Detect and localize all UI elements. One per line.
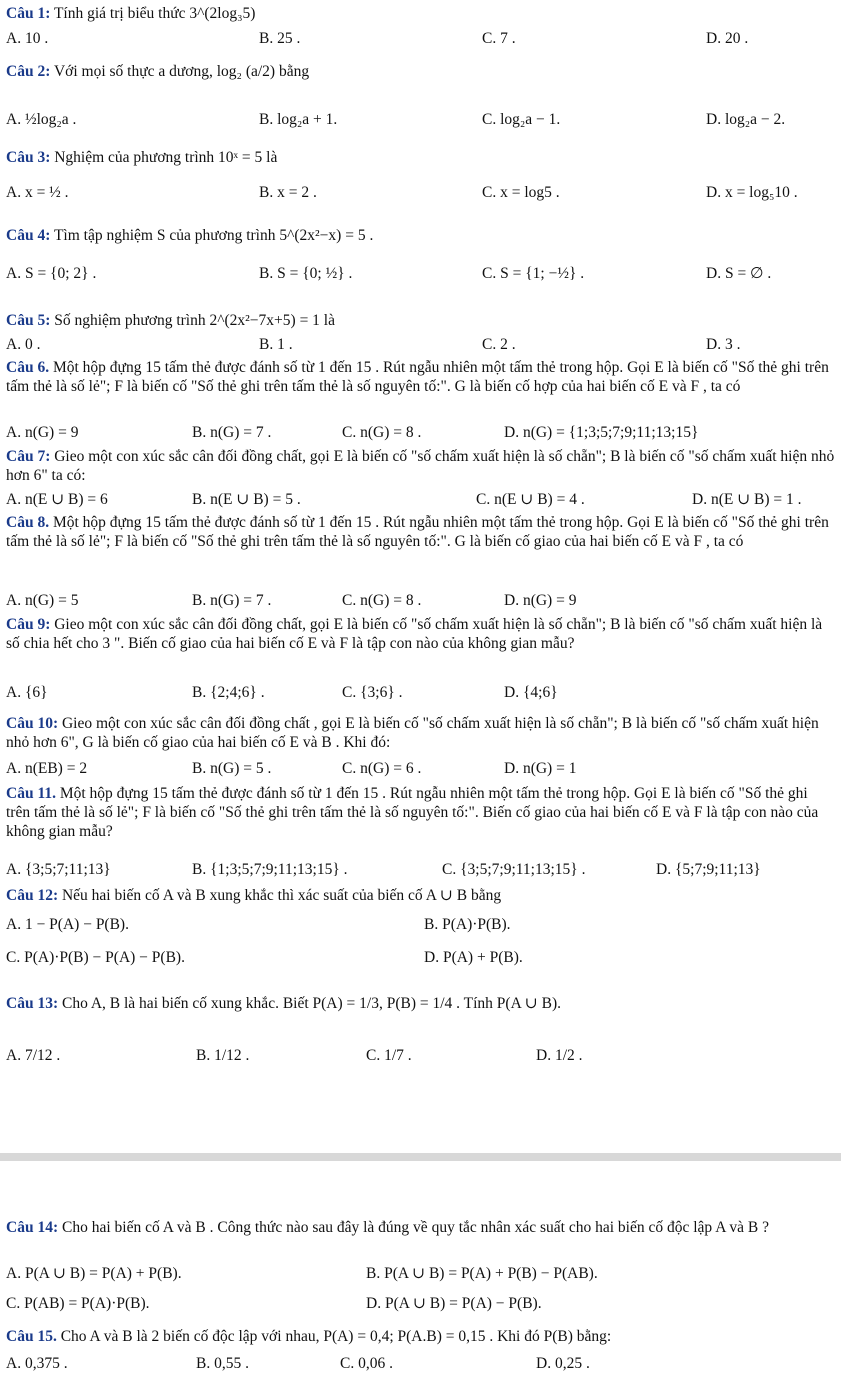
- option-d[interactable]: D. 20 .: [706, 30, 749, 47]
- question-label: Câu 11.: [6, 785, 56, 802]
- question-10: [6, 714, 835, 777]
- question-stem: Tìm tập nghiệm S của phương trình 5^(2x²−x) = 5 .: [53, 227, 374, 244]
- option-a[interactable]: A. P(A ∪ B) = P(A) + P(B).: [6, 1265, 182, 1282]
- question-label: Câu 1:: [6, 5, 51, 22]
- question-stem: Với mọi số thực a dương, log₂ (a/2) bằng: [53, 63, 310, 80]
- option-a[interactable]: A. n(G) = 9: [6, 424, 79, 441]
- option-d[interactable]: D. 3 .: [706, 336, 741, 353]
- question-label: Câu 13:: [6, 995, 59, 1012]
- option-a[interactable]: A. n(EB) = 2: [6, 760, 88, 777]
- page-separator: [0, 1153, 841, 1161]
- option-c[interactable]: C. n(G) = 8 .: [342, 592, 422, 609]
- question-label: Câu 12:: [6, 887, 59, 904]
- option-a[interactable]: A. 1 − P(A) − P(B).: [6, 916, 129, 933]
- option-d[interactable]: D. n(G) = {1;3;5;7;9;11;13;15}: [504, 424, 699, 441]
- option-d[interactable]: D. {4;6}: [504, 684, 558, 701]
- question-9: [6, 615, 835, 701]
- option-d[interactable]: D. 0,25 .: [536, 1355, 590, 1372]
- question-stem: Một hộp đựng 15 tấm thẻ được đánh số từ 1 đến 15 . Rút ngẫu nhiên một tấm thẻ trong hộp. Gọi E là biến cố "Số thẻ ghi trên tấm thẻ là số lẻ"; F là biến cố "Số thẻ ghi trên tấm thẻ là số nguyên tố:". G là biến cố giao của hai biến cố E và F , ta có: [6, 514, 829, 550]
- option-a[interactable]: A. n(E ∪ B) = 6: [6, 491, 108, 508]
- question-stem: Cho A và B là 2 biến cố độc lập với nhau, P(A) = 0,4; P(A.B) = 0,15 . Khi đó P(B) bằng:: [60, 1328, 612, 1345]
- option-c[interactable]: C. n(G) = 8 .: [342, 424, 422, 441]
- question-label: Câu 14:: [6, 1219, 59, 1236]
- option-b[interactable]: B. n(E ∪ B) = 5 .: [192, 491, 301, 508]
- option-a[interactable]: A. 0,375 .: [6, 1355, 68, 1372]
- option-b[interactable]: B. 1 .: [259, 336, 293, 353]
- option-b[interactable]: B. {1;3;5;7;9;11;13;15} .: [192, 861, 348, 878]
- option-d[interactable]: D. n(G) = 9: [504, 592, 577, 609]
- question-12: [6, 886, 835, 966]
- option-b[interactable]: B. 25 .: [259, 30, 301, 47]
- option-d[interactable]: D. {5;7;9;11;13}: [656, 861, 761, 878]
- option-d[interactable]: D. P(A) + P(B).: [424, 949, 523, 966]
- option-d[interactable]: D. log₂a − 2.: [706, 111, 786, 128]
- question-label: Câu 9:: [6, 616, 51, 633]
- question-label: Câu 2:: [6, 63, 51, 80]
- question-stem: Nghiệm của phương trình 10ˣ = 5 là: [54, 149, 278, 166]
- question-stem: Cho A, B là hai biến cố xung khắc. Biết P(A) = 1/3, P(B) = 1/4 . Tính P(A ∪ B).: [61, 995, 562, 1012]
- option-b[interactable]: B. n(G) = 7 .: [192, 592, 272, 609]
- question-label: Câu 8.: [6, 514, 50, 531]
- question-stem: Gieo một con xúc sắc cân đối đồng chất , gọi E là biến cố "số chấm xuất hiện là số chẵn"; B là biến cố "số chấm xuất hiện nhỏ hơn 6", G là biến cố giao của hai biến cố E và B . Khi đó:: [6, 715, 819, 751]
- option-c[interactable]: C. log₂a − 1.: [482, 111, 561, 128]
- option-b[interactable]: B. n(G) = 7 .: [192, 424, 272, 441]
- option-d[interactable]: D. 1/2 .: [536, 1047, 583, 1064]
- option-a[interactable]: A. ½log₂a .: [6, 111, 77, 128]
- question-7: [6, 447, 835, 508]
- option-b[interactable]: B. P(A ∪ B) = P(A) + P(B) − P(AB).: [366, 1265, 598, 1282]
- question-label: Câu 6.: [6, 359, 50, 376]
- question-label: Câu 7:: [6, 448, 51, 465]
- option-a[interactable]: A. S = {0; 2} .: [6, 265, 97, 282]
- question-stem: Một hộp đựng 15 tấm thẻ được đánh số từ 1 đến 15 . Rút ngẫu nhiên một tấm thẻ trong hộp. Gọi E là biến cố "Số thẻ ghi trên tấm thẻ là số lẻ"; F là biến cố "Số thẻ ghi trên tấm thẻ là số nguyên tố:". G là biến cố hợp của hai biến cố E và F , ta có: [6, 359, 829, 395]
- question-label: Câu 4:: [6, 227, 51, 244]
- option-c[interactable]: C. 1/7 .: [366, 1047, 412, 1064]
- option-c[interactable]: C. x = log5 .: [482, 184, 560, 201]
- option-a[interactable]: A. 0 .: [6, 336, 41, 353]
- question-stem: Gieo một con xúc sắc cân đối đồng chất, gọi E là biến cố "số chấm xuất hiện là số chẵn"; B là biến cố "số chấm xuất hiện là số chia hết cho 3 ". Biến cố giao của hai biến cố E và F là tập con nào của không gian mẫu?: [6, 616, 823, 652]
- question-3: [6, 148, 835, 201]
- question-14: [6, 1218, 835, 1312]
- question-label: Câu 3:: [6, 149, 51, 166]
- option-b[interactable]: B. 0,55 .: [196, 1355, 249, 1372]
- option-d[interactable]: D. x = log₅10 .: [706, 184, 798, 201]
- question-stem: Cho hai biến cố A và B . Công thức nào sau đây là đúng về quy tắc nhân xác suất cho hai biến cố độc lập A và B ?: [61, 1219, 770, 1236]
- question-2: [6, 62, 835, 128]
- question-8: [6, 513, 835, 609]
- question-stem: Số nghiệm phương trình 2^(2x²−7x+5) = 1 là: [54, 312, 335, 329]
- question-stem: Nếu hai biến cố A và B xung khắc thì xác suất của biến cố A ∪ B bằng: [61, 887, 502, 904]
- option-a[interactable]: A. {6}: [6, 684, 48, 701]
- question-5: [6, 311, 835, 353]
- option-c[interactable]: C. n(E ∪ B) = 4 .: [476, 491, 585, 508]
- question-11: [6, 784, 835, 878]
- option-c[interactable]: C. 2 .: [482, 336, 516, 353]
- option-d[interactable]: D. S = ∅ .: [706, 265, 772, 282]
- option-b[interactable]: B. S = {0; ½} .: [259, 265, 353, 282]
- option-c[interactable]: C. P(AB) = P(A)·P(B).: [6, 1295, 150, 1312]
- option-b[interactable]: B. n(G) = 5 .: [192, 760, 272, 777]
- question-label: Câu 5:: [6, 312, 51, 329]
- option-b[interactable]: B. log₂a + 1.: [259, 111, 338, 128]
- option-b[interactable]: B. {2;4;6} .: [192, 684, 265, 701]
- question-label: Câu 15.: [6, 1328, 57, 1345]
- question-stem: Tính giá trị biểu thức 3^(2log₃5): [53, 5, 256, 22]
- option-c[interactable]: C. {3;5;7;9;11;13;15} .: [442, 861, 586, 878]
- question-13: [6, 994, 835, 1064]
- option-c[interactable]: C. {3;6} .: [342, 684, 403, 701]
- option-a[interactable]: A. 7/12 .: [6, 1047, 61, 1064]
- question-label: Câu 10:: [6, 715, 59, 732]
- option-b[interactable]: B. P(A)·P(B).: [424, 916, 511, 933]
- question-4: [6, 226, 835, 282]
- question-1: [6, 4, 835, 47]
- option-c[interactable]: C. n(G) = 6 .: [342, 760, 422, 777]
- question-stem: Gieo một con xúc sắc cân đối đồng chất, gọi E là biến cố "số chấm xuất hiện là số chẵn"; B là biến cố "số chấm xuất hiện nhỏ hơn 6" ta có:: [6, 448, 835, 484]
- option-d[interactable]: D. n(G) = 1: [504, 760, 577, 777]
- question-6: [6, 358, 835, 441]
- option-b[interactable]: B. 1/12 .: [196, 1047, 250, 1064]
- option-d[interactable]: D. n(E ∪ B) = 1 .: [692, 491, 802, 508]
- option-c[interactable]: C. P(A)·P(B) − P(A) − P(B).: [6, 949, 185, 966]
- option-c[interactable]: C. 0,06 .: [340, 1355, 393, 1372]
- option-a[interactable]: A. 10 .: [6, 30, 49, 47]
- option-b[interactable]: B. x = 2 .: [259, 184, 317, 201]
- question-15: [6, 1327, 835, 1372]
- option-a[interactable]: A. {3;5;7;11;13}: [6, 861, 111, 878]
- option-a[interactable]: A. x = ½ .: [6, 184, 69, 201]
- option-c[interactable]: C. 7 .: [482, 30, 516, 47]
- option-d[interactable]: D. P(A ∪ B) = P(A) − P(B).: [366, 1295, 542, 1312]
- question-stem: Một hộp đựng 15 tấm thẻ được đánh số từ 1 đến 15 . Rút ngẫu nhiên một tấm thẻ trong hộp. Gọi E là biến cố "Số thẻ ghi trên tấm thẻ là số lẻ"; F là biến cố "Số thẻ ghi trên tấm thẻ là số nguyên tố:". Biến cố giao của hai biến cố E và F là tập con nào của không gian mẫu?: [6, 785, 819, 840]
- option-c[interactable]: C. S = {1; −½} .: [482, 265, 585, 282]
- option-a[interactable]: A. n(G) = 5: [6, 592, 79, 609]
